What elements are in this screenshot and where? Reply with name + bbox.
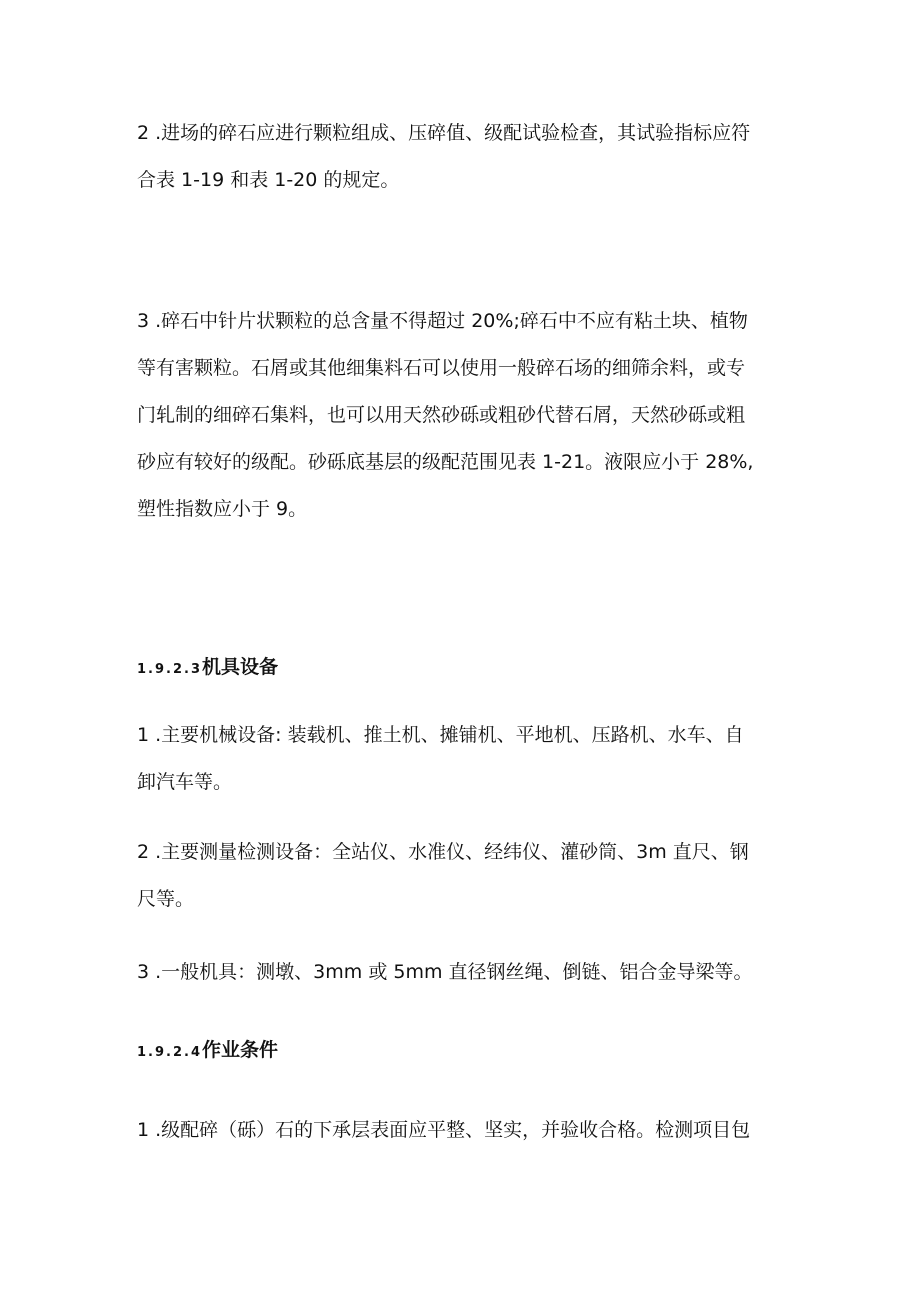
paragraph-machinery	[137, 712, 787, 806]
section-heading-1924	[137, 1035, 278, 1068]
text-line: 砂应有较好的级配。砂砾底基层的级配范围见表 1-21。液限应小于 28%,	[137, 451, 754, 473]
paragraph-aggregate-test	[137, 110, 787, 204]
paragraph-conditions	[137, 1107, 787, 1154]
section-number: 1.9.2.4	[137, 1045, 202, 1060]
paragraph-tools	[137, 949, 787, 996]
text-line: 等有害颗粒。石屑或其他细集料石可以使用一般碎石场的细筛余料，或专	[137, 357, 746, 379]
paragraph-flaky-particles	[137, 298, 787, 533]
text-line: 3 .碎石中针片状颗粒的总含量不得超过 20%;碎石中不应有粘土块、植物	[137, 310, 748, 332]
section-heading-1923	[137, 652, 278, 685]
section-title: 作业条件	[202, 1039, 279, 1061]
text-line: 尺等。	[137, 888, 195, 910]
text-line: 3 .一般机具：测墩、3mm 或 5mm 直径钢丝绳、倒链、铝合金导梁等。	[137, 961, 753, 983]
paragraph-measurement	[137, 829, 787, 923]
text-line: 2 .进场的碎石应进行颗粒组成、压碎值、级配试验检查，其试验指标应符	[137, 122, 751, 144]
text-line: 卸汽车等。	[137, 771, 233, 793]
text-line: 1 .级配碎（砾）石的下承层表面应平整、坚实，并验收合格。检测项目包	[137, 1119, 751, 1141]
text-line: 塑性指数应小于 9。	[137, 498, 308, 520]
text-line: 门轧制的细碎石集料，也可以用天然砂砾或粗砂代替石屑，天然砂砾或粗	[137, 404, 746, 426]
text-line: 1 .主要机械设备: 装载机、推土机、摊铺机、平地机、压路机、水车、自	[137, 724, 744, 746]
section-title: 机具设备	[202, 656, 279, 678]
text-line: 合表 1-19 和表 1-20 的规定。	[137, 169, 400, 191]
section-number: 1.9.2.3	[137, 662, 202, 677]
text-line: 2 .主要测量检测设备：全站仪、水准仪、经纬仪、灌砂筒、3m 直尺、钢	[137, 841, 749, 863]
